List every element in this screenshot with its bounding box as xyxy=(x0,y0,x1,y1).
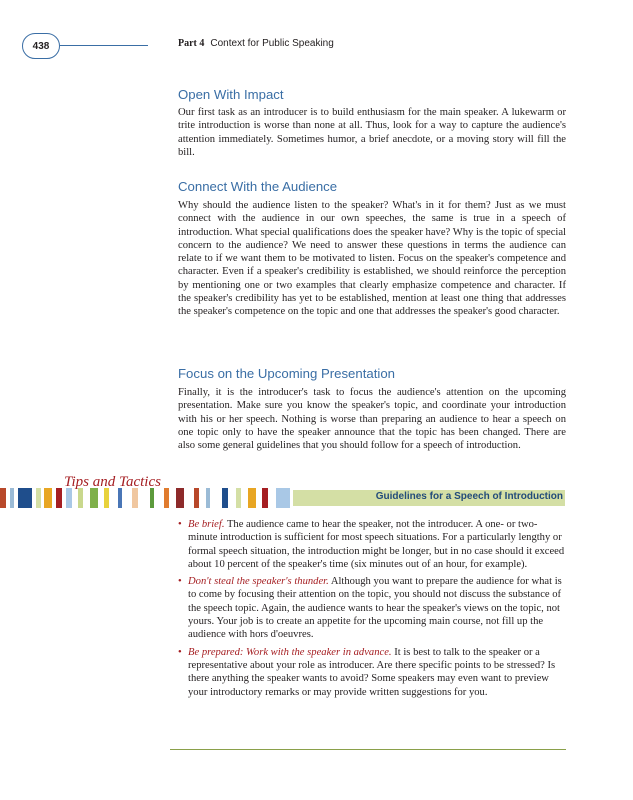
stripe-segment xyxy=(164,488,169,508)
bottom-rule xyxy=(170,749,566,750)
stripe-segment xyxy=(206,488,210,508)
stripe-segment xyxy=(236,488,241,508)
stripe-segment xyxy=(0,488,6,508)
tips-box-title: Guidelines for a Speech of Introduction xyxy=(375,491,563,502)
stripe-segment xyxy=(10,488,14,508)
list-item xyxy=(178,575,566,641)
stripe-segment xyxy=(104,488,109,508)
stripe-segment xyxy=(36,488,41,508)
tips-and-tactics-label: Tips and Tactics xyxy=(64,474,161,490)
bullet-text: It is best to talk to the speaker or a representative about your role as introducer. Are there specific points to be stressed? Is there anything the speaker wants to avoid? Some speakers may even want to preview your introductory remarks or may provide written suggestions for you. xyxy=(188,646,556,698)
stripe-segment xyxy=(44,488,52,508)
part-title: Context for Public Speaking xyxy=(210,38,334,49)
stripe-segment xyxy=(56,488,62,508)
section-heading: Connect With the Audience xyxy=(178,179,338,194)
stripe-segment xyxy=(176,488,184,508)
header-rule xyxy=(60,45,148,46)
stripe-segment xyxy=(78,488,83,508)
section-body: Finally, it is the introducer's task to focus the audience's attention on the upcoming presentation. Make sure you know the speaker's topic, and coordinate your introduction with his or her speech. Nothing is worse than preparing an audience to hear a speech on one topic only to have the speaker announce that the topic has been changed. There are also some general guidelines that you should follow for a speech of introduction. xyxy=(178,387,566,452)
stripe-segment xyxy=(248,488,256,508)
bullet-text: Although you want to prepare the audience for what is to come by focusing their attention on the topic, you should not discuss the substance of the speech topic. Again, the audience wants to hear the speaker's views on the topic, not yours. Your job is to create an appetite for the upcoming main course, not fill up the audience with hors d'oeuvres. xyxy=(188,576,562,641)
page-number: 438 xyxy=(22,33,60,59)
bullet-lead: Be brief. xyxy=(188,519,225,530)
bullet-icon: • xyxy=(178,646,182,658)
part-label: Part 4 xyxy=(178,38,205,49)
stripe-segment xyxy=(132,488,138,508)
list-item xyxy=(178,518,566,571)
section-focus-upcoming xyxy=(178,366,566,452)
stripe-segment xyxy=(150,488,154,508)
section-body: Why should the audience listen to the speaker? What's in it for them? Just as we must connect with the audience in our own speeches, the same is true in a speech of introduction. What special qualifications does the speaker have? Why is the topic of special concern to the audience? We need to answer these questions in terms the audience can relate to if we want them to be motivated to listen. Focus on the speaker's competence and character. Even if a speaker's credibility is established, we should reinforce the perception by mentioning one or two examples that clearly emphasize competence and character. If the speaker's credibility has yet to be established, mention at least one thing that addresses the speaker's competence on the topic and one that addresses the speaker's good character. xyxy=(178,200,566,318)
bullet-lead: Be prepared: Work with the speaker in advance. xyxy=(188,646,392,658)
section-open-with-impact xyxy=(178,87,566,159)
stripe-segment xyxy=(222,488,228,508)
stripe-segment xyxy=(66,488,72,508)
section-connect-with-audience xyxy=(178,179,566,319)
list-item xyxy=(178,646,566,699)
stripe-segment xyxy=(194,488,199,508)
section-body: Our first task as an introducer is to build enthusiasm for the main speaker. A lukewarm or trite introduction is worse than none at all. Thus, look for a way to capture the audience's attention immediately. Sometimes humor, a brief anecdote, or a moving story will fill the bill. xyxy=(178,107,566,158)
bullet-icon: • xyxy=(178,519,182,530)
section-heading: Open With Impact xyxy=(178,87,284,102)
bullet-text: The audience came to hear the speaker, not the introducer. A one- or two-minute introduction is sufficient for most speech situations. For a particularly lengthy or formal speech situation, the introduction might be longer, but in no case should it exceed about 10 percent of the speaker's time (six minutes out of an hour, for example). xyxy=(188,519,565,570)
stripe-segment xyxy=(276,488,290,508)
running-head xyxy=(178,38,334,49)
bullet-lead: Don't steal the speaker's thunder. xyxy=(188,576,329,588)
stripe-segment xyxy=(262,488,268,508)
stripe-segment xyxy=(118,488,122,508)
stripe-segment xyxy=(18,488,32,508)
bullet-icon: • xyxy=(178,576,182,588)
stripe-segment xyxy=(90,488,98,508)
section-heading: Focus on the Upcoming Presentation xyxy=(178,366,395,381)
tips-list xyxy=(178,518,566,699)
